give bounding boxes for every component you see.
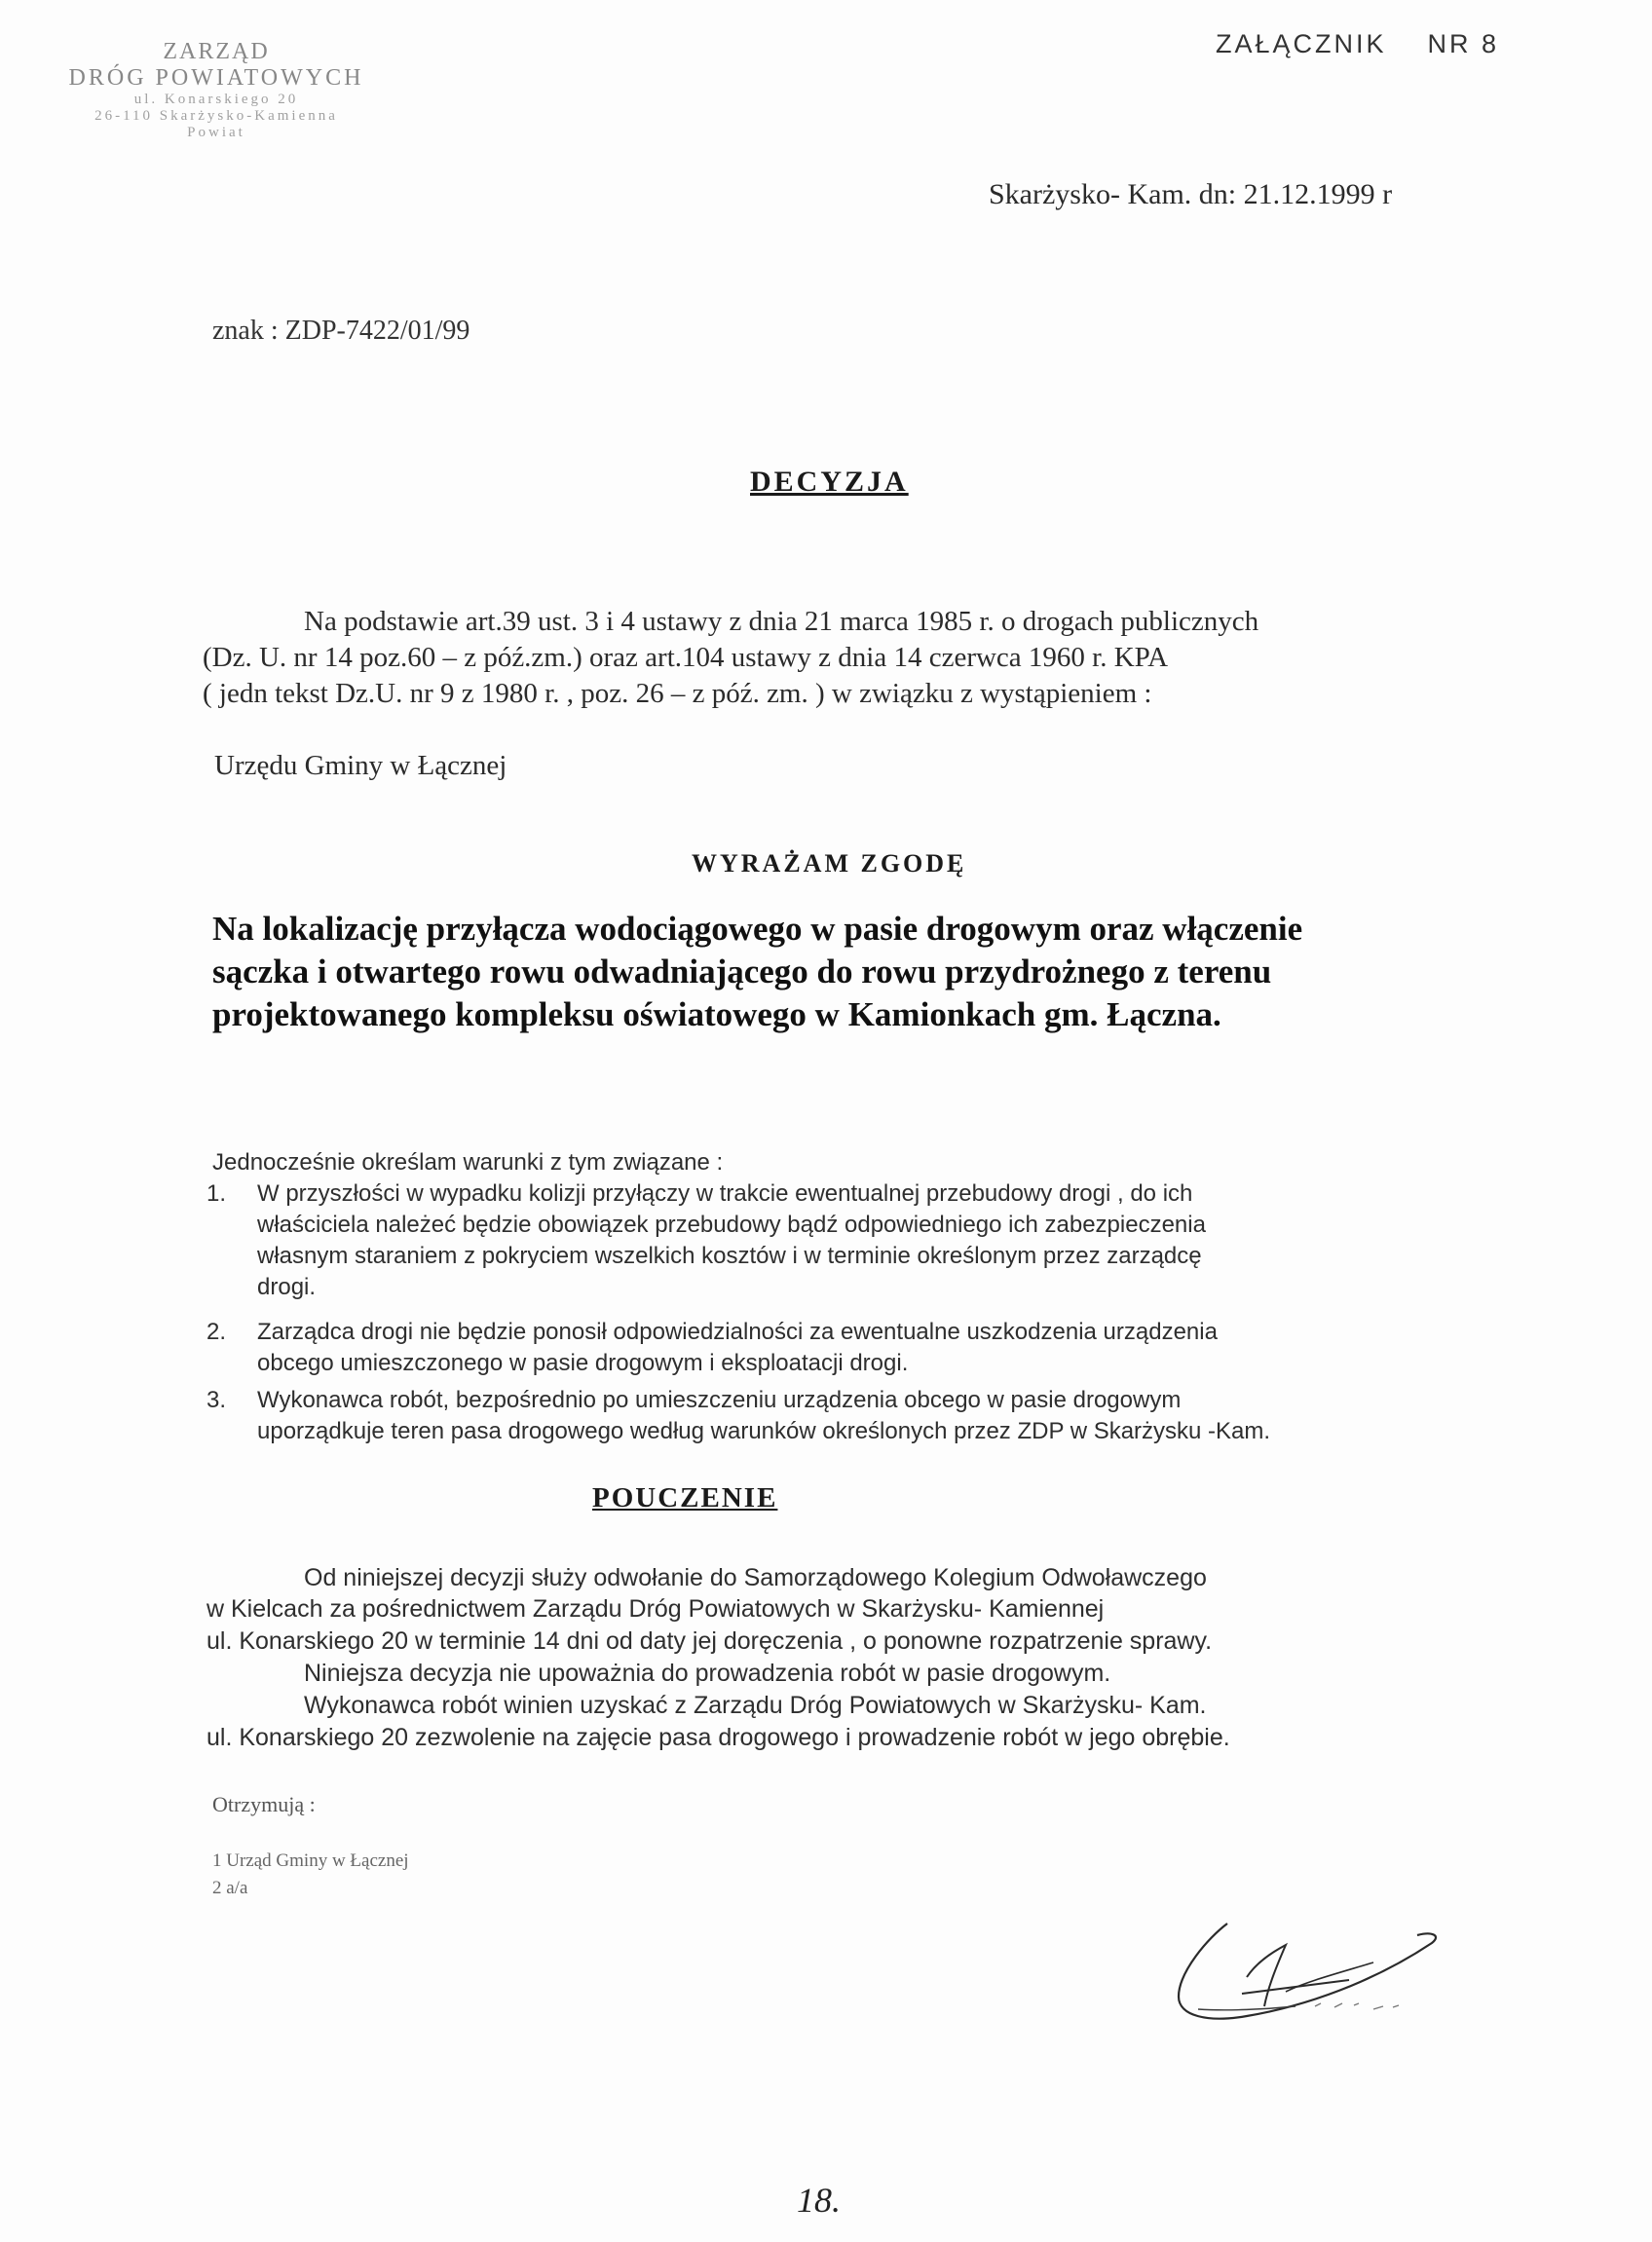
stamp-line: Powiat (187, 125, 245, 140)
handwritten-signature (1140, 1885, 1471, 2050)
condition-text: Wykonawca robót, bezpośrednio po umieszczeniu urządzenia obcego w pasie drogowym uporządkuje teren pasa drogowego według warunków określonych przez ZDP w Skarżysku -Kam. (257, 1387, 1271, 1444)
stamp-line: ul. Konarskiego 20 (133, 92, 299, 107)
condition-text: Zarządca drogi nie będzie ponosił odpowiedzialności za ewentualne uszkodzenia urządzenia obcego umieszczonego w pasie drogowym i eksploatacji drogi. (257, 1319, 1218, 1376)
reference-sign: znak : ZDP-7422/01/99 (212, 316, 470, 346)
office-stamp (51, 39, 382, 141)
consent-line: projektowanego kompleksu oświatowego w Kamionkach gm. Łączna. (212, 995, 1221, 1033)
recipient-item: 1 Urząd Gminy w Łącznej (212, 1850, 409, 1871)
instruction-line: ul. Konarskiego 20 w terminie 14 dni od daty jej doręczenia , o ponowne rozpatrzenie sprawy. (206, 1627, 1213, 1655)
applicant: Urzędu Gminy w Łącznej (214, 750, 507, 781)
stamp-line: ZARZĄD (163, 39, 270, 64)
basis-line: ( jedn tekst Dz.U. nr 9 z 1980 r. , poz. 26 – z póź. zm. ) w związku z wystąpieniem : (203, 678, 1152, 709)
condition-text: W przyszłości w wypadku kolizji przyłączy w trakcie ewentualnej przebudowy drogi , do ich właściciela należeć będzie obowiązek przebudowy bądź odpowiedniego ich zabezpieczenia własnym staraniem z pokryciem wszelkich kosztów i w terminie określonym przez zarządcę drogi. (257, 1180, 1206, 1300)
instruction-line: Od niniejszej decyzji służy odwołanie do Samorządowego Kolegium Odwoławczego (304, 1564, 1207, 1591)
recipient-item: 2 a/a (212, 1878, 248, 1898)
basis-line: Na podstawie art.39 ust. 3 i 4 ustawy z dnia 21 marca 1985 r. o drogach publicznych (304, 606, 1259, 637)
instruction-line: Wykonawca robót winien uzyskać z Zarządu Dróg Powiatowych w Skarżysku- Kam. (304, 1692, 1207, 1719)
instruction-line: w Kielcach za pośrednictwem Zarządu Dróg Powiatowych w Skarżysku- Kamiennej (206, 1595, 1105, 1623)
instruction-line: ul. Konarskiego 20 zezwolenie na zajęcie pasa drogowego i prowadzenie robót w jego obrębie. (206, 1724, 1230, 1751)
consent-heading: WYRAŻAM ZGODĘ (692, 849, 967, 878)
consent-line: Na lokalizację przyłącza wodociągowego w pasie drogowym oraz włączenie (212, 910, 1303, 948)
consent-line: sączka i otwartego rowu odwadniającego do rowu przydrożnego z terenu (212, 953, 1272, 990)
basis-line: (Dz. U. nr 14 poz.60 – z póź.zm.) oraz art.104 ustawy z dnia 14 czerwca 1960 r. KPA (203, 642, 1169, 673)
page-number: 18. (797, 2181, 841, 2220)
instruction-line: Niniejsza decyzja nie upoważnia do prowadzenia robót w pasie drogowym. (304, 1660, 1111, 1687)
attachment-label: ZAŁĄCZNIK NR 8 (1216, 29, 1500, 58)
recipients-label: Otrzymują : (212, 1792, 316, 1816)
condition-number: 1. (206, 1180, 227, 1207)
instruction-heading: POUCZENIE (592, 1482, 778, 1513)
place-date: Skarżysko- Kam. dn: 21.12.1999 r (989, 178, 1393, 210)
condition-number: 2. (206, 1319, 227, 1345)
document-title: DECYZJA (750, 466, 909, 498)
stamp-line: DRÓG POWIATOWYCH (68, 65, 364, 91)
conditions-intro: Jednocześnie określam warunki z tym związane : (212, 1149, 724, 1176)
consent-text (212, 908, 1302, 1036)
condition-number: 3. (206, 1387, 227, 1413)
stamp-line: 26-110 Skarżysko-Kamienna (94, 108, 338, 124)
